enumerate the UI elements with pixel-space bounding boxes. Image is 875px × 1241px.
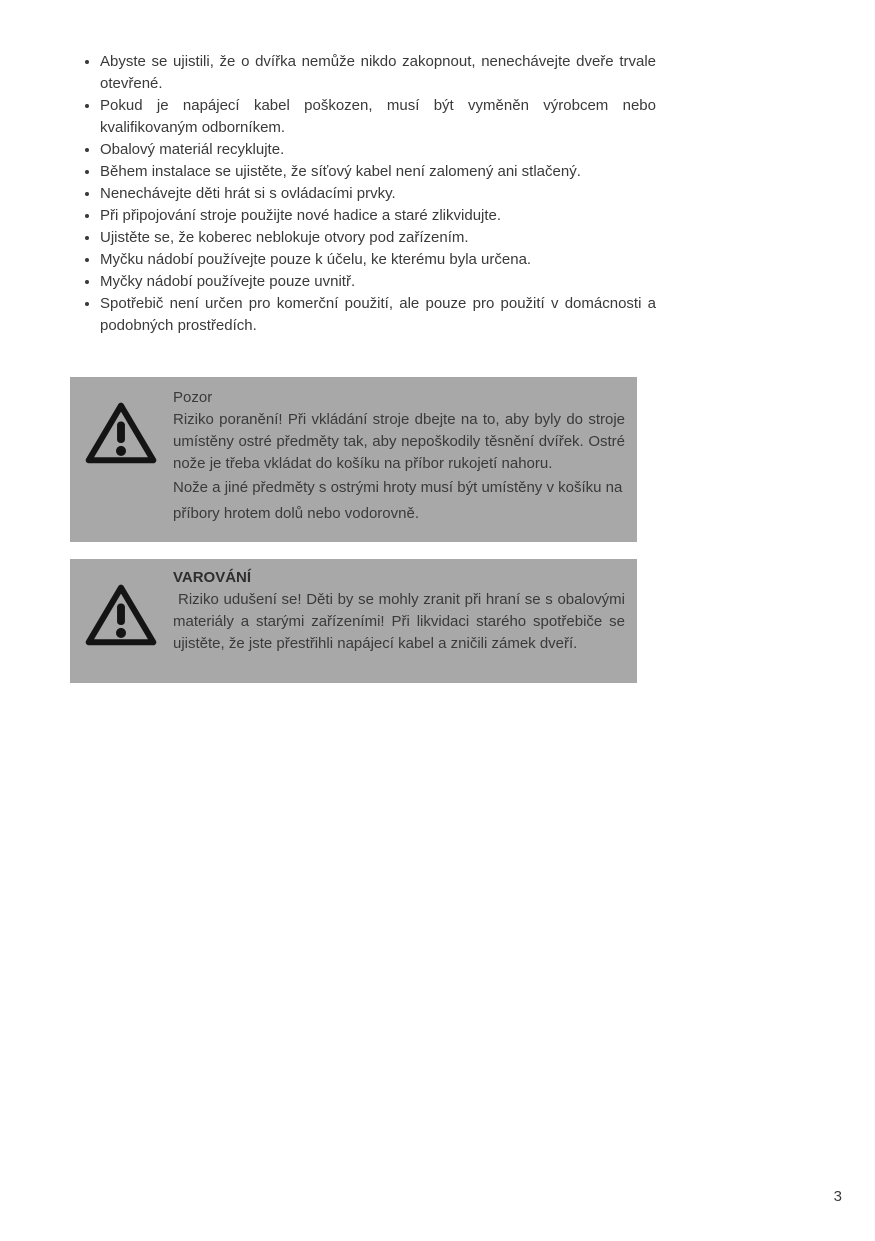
- safety-bullet-list: [76, 51, 656, 337]
- list-item: • Během instalace se ujistěte, že síťový kabel není zalomený ani stlačený.: [100, 161, 656, 183]
- warning-paragraph: Nože a jiné předměty s ostrými hroty musí být umístěny v košíku na příbory hrotem dolů nebo vodorovně.: [173, 479, 623, 522]
- list-item: • Pokud je napájecí kabel poškozen, musí být vyměněn výrobcem nebo kvalifikovaným odborníkem.: [100, 95, 656, 139]
- list-item: • Ujistěte se, že koberec neblokuje otvory pod zařízením.: [100, 227, 656, 249]
- warning-triangle-icon: [85, 582, 157, 648]
- warning-paragraph: Riziko udušení se! Děti by se mohly zranit při hraní se s obalovými materiály a starými zařízeními! Při likvidaci starého spotřebiče se ujistěte, že jste přestřihli napájecí kabel a zničili zámek dveří.: [173, 591, 625, 652]
- warning-content: [173, 567, 625, 655]
- warning-triangle-icon: [85, 400, 157, 466]
- list-item: • Abyste se ujistili, že o dvířka nemůže nikdo zakopnout, nenechávejte dveře trvale otevřené.: [100, 51, 656, 95]
- page-number: 3: [833, 1188, 842, 1205]
- warning-paragraph: Riziko poranění! Při vkládání stroje dbejte na to, aby byly do stroje umístěny ostré předměty tak, aby nepoškodily těsnění dvířek. Ostré nože je třeba vkládat do košíku na příbor rukojetí nahoru.: [173, 411, 625, 472]
- warning-box-pozor: [70, 377, 637, 542]
- list-item: • Při připojování stroje použijte nové hadice a staré zlikvidujte.: [100, 205, 656, 227]
- warning-box-varovani: [70, 559, 637, 683]
- list-item: • Obalový materiál recyklujte.: [100, 139, 656, 161]
- warning-title: VAROVÁNÍ: [173, 569, 252, 586]
- warning-title: Pozor: [173, 389, 213, 406]
- list-item: • Nenechávejte děti hrát si s ovládacími prvky.: [100, 183, 656, 205]
- list-item: • Spotřebič není určen pro komerční použití, ale pouze pro použití v domácnosti a podobných prostředích.: [100, 293, 656, 337]
- list-item: • Myčky nádobí používejte pouze uvnitř.: [100, 271, 656, 293]
- list-item: • Myčku nádobí používejte pouze k účelu, ke kterému byla určena.: [100, 249, 656, 271]
- warning-content: [173, 387, 625, 527]
